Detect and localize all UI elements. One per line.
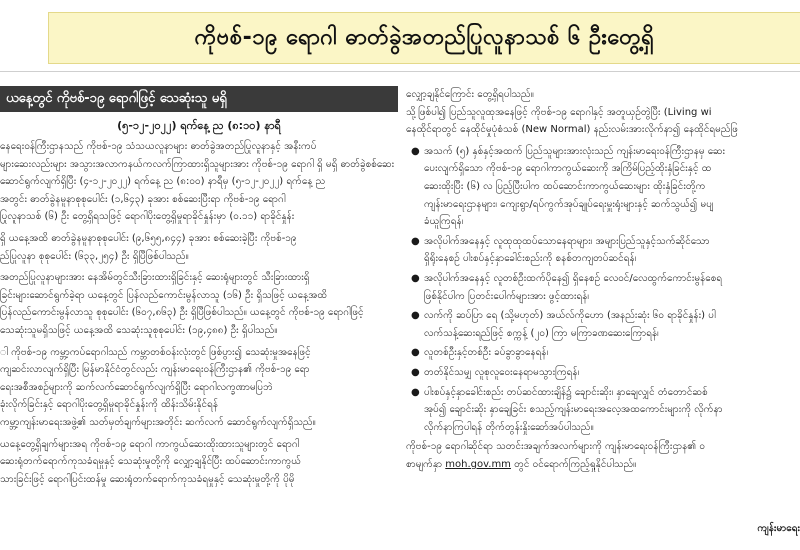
article-paragraph [0, 269, 398, 339]
bullet-dot-icon: ● [411, 235, 420, 247]
text-line: ကိုဗစ်-၁၉ ရောဂါဆိုင်ရာ သတင်းအချက်အလက်များကို ကျန်းမာရေးဝန်ကြီးဌာန၏ ဝ [406, 441, 705, 453]
text-line: ခုံးလိုက်ခြင်းနှင့် ရောဂါပိုးတွေ့ရှိမှုရာခိုင်နှုန်းကို ထိန်းသိမ်းနိုင်ရန် [0, 399, 218, 411]
text-line: ခံယူကြရန်၊ [424, 216, 464, 228]
text-line: ယနေ့တွေ့ရှိချက်များအရ ကိုဗစ်-၁၉ ရောဂါ ကာကွယ်ဆေးထိုးထားသူများတွင် ရောဂါ [0, 438, 300, 450]
text-line: နေရေးဝန်ကြီးဌာနသည် ကိုဗစ်-၁၉ သံသယလူနာများ ဓာတ်ခွဲအတည်ပြုလူနာနှင့် အနီးကပ် [0, 141, 317, 152]
article-paragraph [0, 436, 398, 489]
headline-title: ကိုဗစ်-၁၉ ရောဂါ ဓာတ်ခွဲအတည်ပြုလူနာသစ် ၆ ဦးတွေ့ရှိ [194, 24, 655, 50]
bullet-dot-icon: ● [411, 310, 420, 322]
guidance-bullet [411, 384, 800, 437]
text-line: ဆေးထိုးပြီး (၆) လ ပြည့်ပြီးပါက ထပ်ဆောင်းကာကွယ်ဆေးများ ထိုးနှံခြင်းတို့က [424, 180, 706, 192]
bullet-dot-icon: ● [411, 386, 420, 398]
text-line: လူတစ်ဦးနှင့်တစ်ဦး ခပ်ခွာခွာနေရန်၊ [424, 347, 549, 359]
text-line: ရေးအစီအစဉ်များကို ဆက်လက်ဆောင်ရွက်လျက်ရှိပြီး ရောဂါလက္ခဏာမပြဘဲ [0, 381, 273, 393]
text-line: အုပ်၍ ချောင်းဆိုး နှာချေခြင်း စသည့်ကျန်းမာရေးအလေ့အထကောင်းများကို လိုက်နာ [424, 404, 723, 416]
text-line: လျှော့ချနိုင်ကြောင်း တွေ့ရှိရပါသည်။ [406, 89, 534, 100]
text-line: သားခြင်းဖြင့် ရောဂါပြင်းထန်မှု ဆေးရုံတက်ရောက်ကုသခံရမှုနှင့် သေဆုံးမှုတို့ကို ပိုမို [0, 473, 295, 485]
section-heading: ယနေ့တွင် ကိုဗစ်-၁၉ ရောဂါဖြင့် သေဆုံးသူ မရှိ [0, 86, 398, 112]
text-fragment: စာမျက်နှာ [406, 458, 443, 470]
text-line: အသက် (၅) နှစ်နှင့်အထက် ပြည်သူများအားလုံးသည် ကျန်းမာရေးဝန်ကြီးဌာနမှ ဆေး [424, 145, 726, 157]
closing-paragraph [406, 438, 800, 473]
article-paragraph [0, 138, 398, 226]
bullet-dot-icon: ● [411, 366, 420, 378]
guidance-bullet [411, 233, 800, 268]
text-line: ပြုလူနာသစ် (၆) ဦး တွေ့ရှိရသဖြင့် ရောဂါပိုးတွေ့ရှိမှုရာခိုင်နှုန်းမှာ (၀.၁၁) ရာခိုင်နှုန်း [0, 211, 295, 223]
text-line: ရှိရိုးနေစဉ် ပါးစပ်နှင့်နှာခေါင်းစည်းကို စနစ်တကျတပ်ဆင်ရန်၊ [424, 253, 637, 265]
text-line: ပေးလျက်ရှိသော ကိုဗစ်-၁၉ ရောဂါကာကွယ်ဆေးကို အကြိမ်ပြည့်ထိုးနှံခြင်းနှင့် ထ [424, 163, 712, 175]
guidance-bullet [411, 307, 800, 342]
text-line: တတ်နိုင်သမျှ လူစုလူဝေးနေရာမသွားကြရန်၊ [424, 366, 580, 378]
headline-box [48, 12, 800, 64]
left-column [0, 86, 398, 550]
text-line: လက်ကို ဆပ်ပြာ ရေ (သို့မဟုတ်) အယ်လ်ကိုဟော (အနည်းဆုံး ၆၀ ရာခိုင်နှုန်း) ပါ [424, 310, 716, 322]
guidance-bullet [411, 270, 800, 305]
text-line: ဆေးရုံတက်ရောက်ကုသခံရမှုနှင့် သေဆုံးမှုတို့ကို လျှော့ချနိုင်ပြီး ထပ်ဆောင်းကာကွယ် [0, 456, 301, 468]
text-line: အလိုပါက်အနေနှင့် လူထုထုထပ်သောနေရာများ၊ အများပြည်သူနှင့်သက်ဆိုင်သော [424, 235, 710, 247]
article-paragraph [0, 344, 398, 432]
right-column [406, 86, 800, 550]
text-line: ခြင်းများဆောင်ရွက်ခဲ့ရာ ယနေ့တွင် ပြန်လည်ကောင်းမွန်လာသူ (၁၆) ဦး ရှိသဖြင့် ယနေ့အထိ [0, 289, 328, 301]
text-line: ဆောင်ရွက်လျက်ရှိပြီး (၄-၁၂-၂၀၂၂) ရက်နေ့ ည (၈:၀၀) နာရီမှ (၅-၁၂-၂၀၂၂) ရက်နေ့ ည [0, 176, 326, 188]
text-line: ည်ပြုလူနာ စုစုပေါင်း (၆၃၃,၂၅၄) ဦး ရှိပြီဖြစ်ပါသည်။ [0, 250, 189, 262]
guidance-bullet-list [406, 143, 800, 437]
text-line: ရှိ ယနေ့အထိ ဓာတ်ခွဲနမူနာစုစုပေါင်း (၉,၆၅၅,၈၄၄) ခုအား စစ်ဆေးခဲ့ပြီး ကိုဗစ်-၁၉ [0, 232, 297, 244]
text-line: အတည်ပြုလူနာများအား နေအိမ်တွင်သီးခြားထားရှိခြင်းနှင့် ဆေးရုံများတွင် သီးခြားထားရှိ [0, 272, 310, 284]
text-line: ပါးစပ်နှင့်နှာခေါင်းစည်း တပ်ဆင်ထားချိန်၌ ချောင်းဆိုး၊ နှာချေလျှင် တံတောင်ဆစ် [424, 386, 708, 398]
guidance-bullet [411, 364, 800, 382]
text-line: များဆေးလည်းများ အသွားအလာကနယ်ကလက်ကြာထားရှိသူများအား ကိုဗစ်-၁၉ ရောဂါ ရှိ မရှိ ဓာတ်ခွဲစစ်ဆေး [0, 158, 395, 170]
text-line: ဖြစ်နိုင်ပါက ပြတင်းပေါက်များအား ဖွင့်ထားရန်၊ [424, 290, 590, 302]
bullet-dot-icon: ● [411, 272, 420, 284]
text-line: လက်သန့်ဆေးရည်ဖြင့် စက္ကန့် (၂၀) ကြာ မကြာခဏဆေးကြောရန်၊ [424, 327, 659, 339]
text-line: ါ ကိုဗစ်-၁၉ ကမ္ဘာ့ကပ်ရောဂါသည် ကမ္ဘာတစ်ဝန်းလုံးတွင် ဖြစ်ပွား၍ သေဆုံးမှုအနေဖြင့် [0, 346, 311, 358]
text-line: သေဆုံးသူမရှိသဖြင့် ယနေ့အထိ သေဆုံးသူစုစုပေါင်း (၁၉,၄၈၈) ဦး ရှိပါသည်။ [0, 324, 278, 336]
text-line [406, 456, 800, 474]
text-line: ကမ္ဘာ့ကျန်းမာရေးအဖွဲ့၏ သတ်မှတ်ချက်များအတိုင်း ဆက်လက် ဆောင်ရွက်လျက်ရှိသည်။ [0, 416, 316, 428]
article-paragraph [0, 230, 398, 265]
ministry-website-link[interactable]: moh.gov.mm [445, 458, 511, 470]
text-line: ကျန်းမာရေးဌာနများ၊ ကျေးရွာ/ရပ်ကွက်အုပ်ချုပ်ရေးမှူးရုံးများနှင့် ဆက်သွယ်၍ မပျ [424, 198, 714, 210]
text-line: သို့ဖြစ်ပါ၍ ပြည်သူလူထုအနေဖြင့် ကိုဗစ်-၁၉ ရောဂါနှင့် အတူယှဉ်တွဲပြီး (Living wi [406, 106, 712, 118]
text-line: ပြန်လည်ကောင်းမွန်လာသူ စုစုပေါင်း (၆၀၇,၈၆၃) ဦး ရှိပြီဖြစ်ပါသည်။ ယနေ့တွင် ကိုဗစ်-၁၉ ရောဂါဖြင့် [0, 307, 364, 319]
text-line: နေထိုင်ရာတွင် နေထိုင်မှုပုံစံသစ် (New Normal) နည်းလမ်းအားလိုက်နာ၍ နေထိုင်ရမည်ဖြ [406, 124, 738, 136]
text-line: အတွင်း ဓာတ်ခွဲနမူနာစုစုပေါင်း (၁,၆၄၃) ခုအား စစ်ဆေးပြီးရာ ကိုဗစ်-၁၉ ရောဂါ [0, 193, 286, 205]
report-dateline: (၅-၁၂-၂၀၂၂) ရက်နေ့ ည (၈:၁၀) နာရီ [117, 119, 281, 132]
text-line: အလိုပါက်အနေနှင့် လူတစ်ဦးထက်ပိုနေ၍ ရှိနေစဉ် လေဝင်/လေထွက်ကောင်းမွန်စေရ [424, 272, 723, 284]
bullet-dot-icon: ● [411, 145, 420, 157]
left-article-body [0, 138, 398, 488]
text-fragment: တွင် ဝင်ရောက်ကြည့်ရှုနိုင်ပါသည်။ [510, 458, 637, 470]
right-intro-paragraph [406, 86, 800, 139]
ministry-signoff: ကျန်းမာရေး [757, 523, 800, 534]
bullet-dot-icon: ● [411, 347, 420, 359]
text-line: ကျဆင်းလာလျက်ရှိပြီး မြန်မာနိုင်ငံတွင်လည်း ကျန်းမာရေးဝန်ကြီးဌာန၏ ကိုဗစ်-၁၉ ရော [0, 364, 310, 376]
text-line: လိုက်နာကြပါရန် တိုက်တွန်းနှိုးဆော်အပ်ပါသည်။ [424, 421, 594, 433]
guidance-bullet [411, 344, 800, 362]
guidance-bullet [411, 143, 800, 231]
header-band [0, 0, 800, 72]
